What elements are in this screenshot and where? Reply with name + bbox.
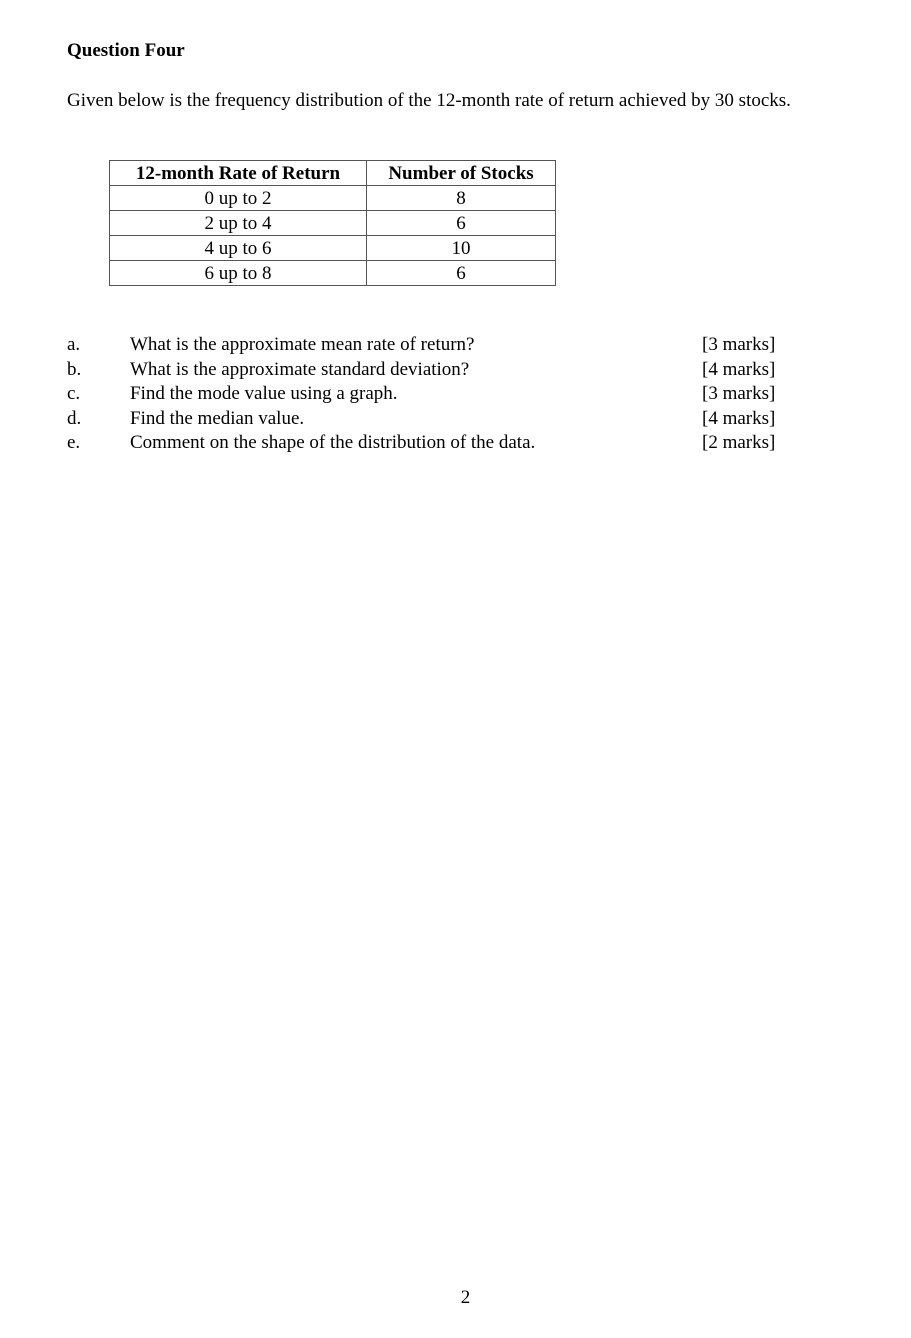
question-part-b <box>67 358 797 383</box>
count-cell: 10 <box>367 236 556 261</box>
part-text: Comment on the shape of the distribution of the data. <box>130 432 536 453</box>
count-cell: 6 <box>367 211 556 236</box>
part-letter: b. <box>67 358 82 380</box>
rate-cell: 2 up to 4 <box>110 211 367 236</box>
table-header-row <box>110 161 556 186</box>
question-intro: Given below is the frequency distribution of the 12-month rate of return achieved by 30 stocks. <box>67 90 791 111</box>
question-part-a <box>67 333 797 358</box>
part-text: What is the approximate mean rate of return? <box>130 334 475 355</box>
question-parts <box>67 333 797 456</box>
question-title: Question Four <box>67 40 185 61</box>
part-text: Find the median value. <box>130 407 305 429</box>
rate-cell: 4 up to 6 <box>110 236 367 261</box>
header-rate-of-return: 12-month Rate of Return <box>110 161 367 186</box>
part-text: Find the mode value using a graph. <box>130 383 398 404</box>
count-cell: 6 <box>367 261 556 286</box>
part-letter: d. <box>67 407 82 429</box>
rate-cell: 0 up to 2 <box>110 186 367 211</box>
question-part-d <box>67 407 797 432</box>
page-number: 2 <box>460 1287 471 1308</box>
table-row <box>110 261 556 286</box>
part-marks: [4 marks] <box>702 358 776 380</box>
question-part-e <box>67 431 797 456</box>
frequency-table <box>109 160 556 286</box>
part-letter: c. <box>67 383 81 404</box>
count-cell: 8 <box>367 186 556 211</box>
part-marks: [2 marks] <box>702 432 776 453</box>
rate-cell: 6 up to 8 <box>110 261 367 286</box>
table-row <box>110 186 556 211</box>
table-row <box>110 211 556 236</box>
part-marks: [3 marks] <box>702 334 776 355</box>
part-marks: [3 marks] <box>702 383 776 404</box>
part-marks: [4 marks] <box>702 407 776 429</box>
table-row <box>110 236 556 261</box>
part-letter: e. <box>67 432 81 453</box>
part-letter: a. <box>67 334 81 355</box>
part-text: What is the approximate standard deviation? <box>130 358 470 380</box>
question-part-c <box>67 382 797 407</box>
header-number-of-stocks: Number of Stocks <box>367 161 556 186</box>
